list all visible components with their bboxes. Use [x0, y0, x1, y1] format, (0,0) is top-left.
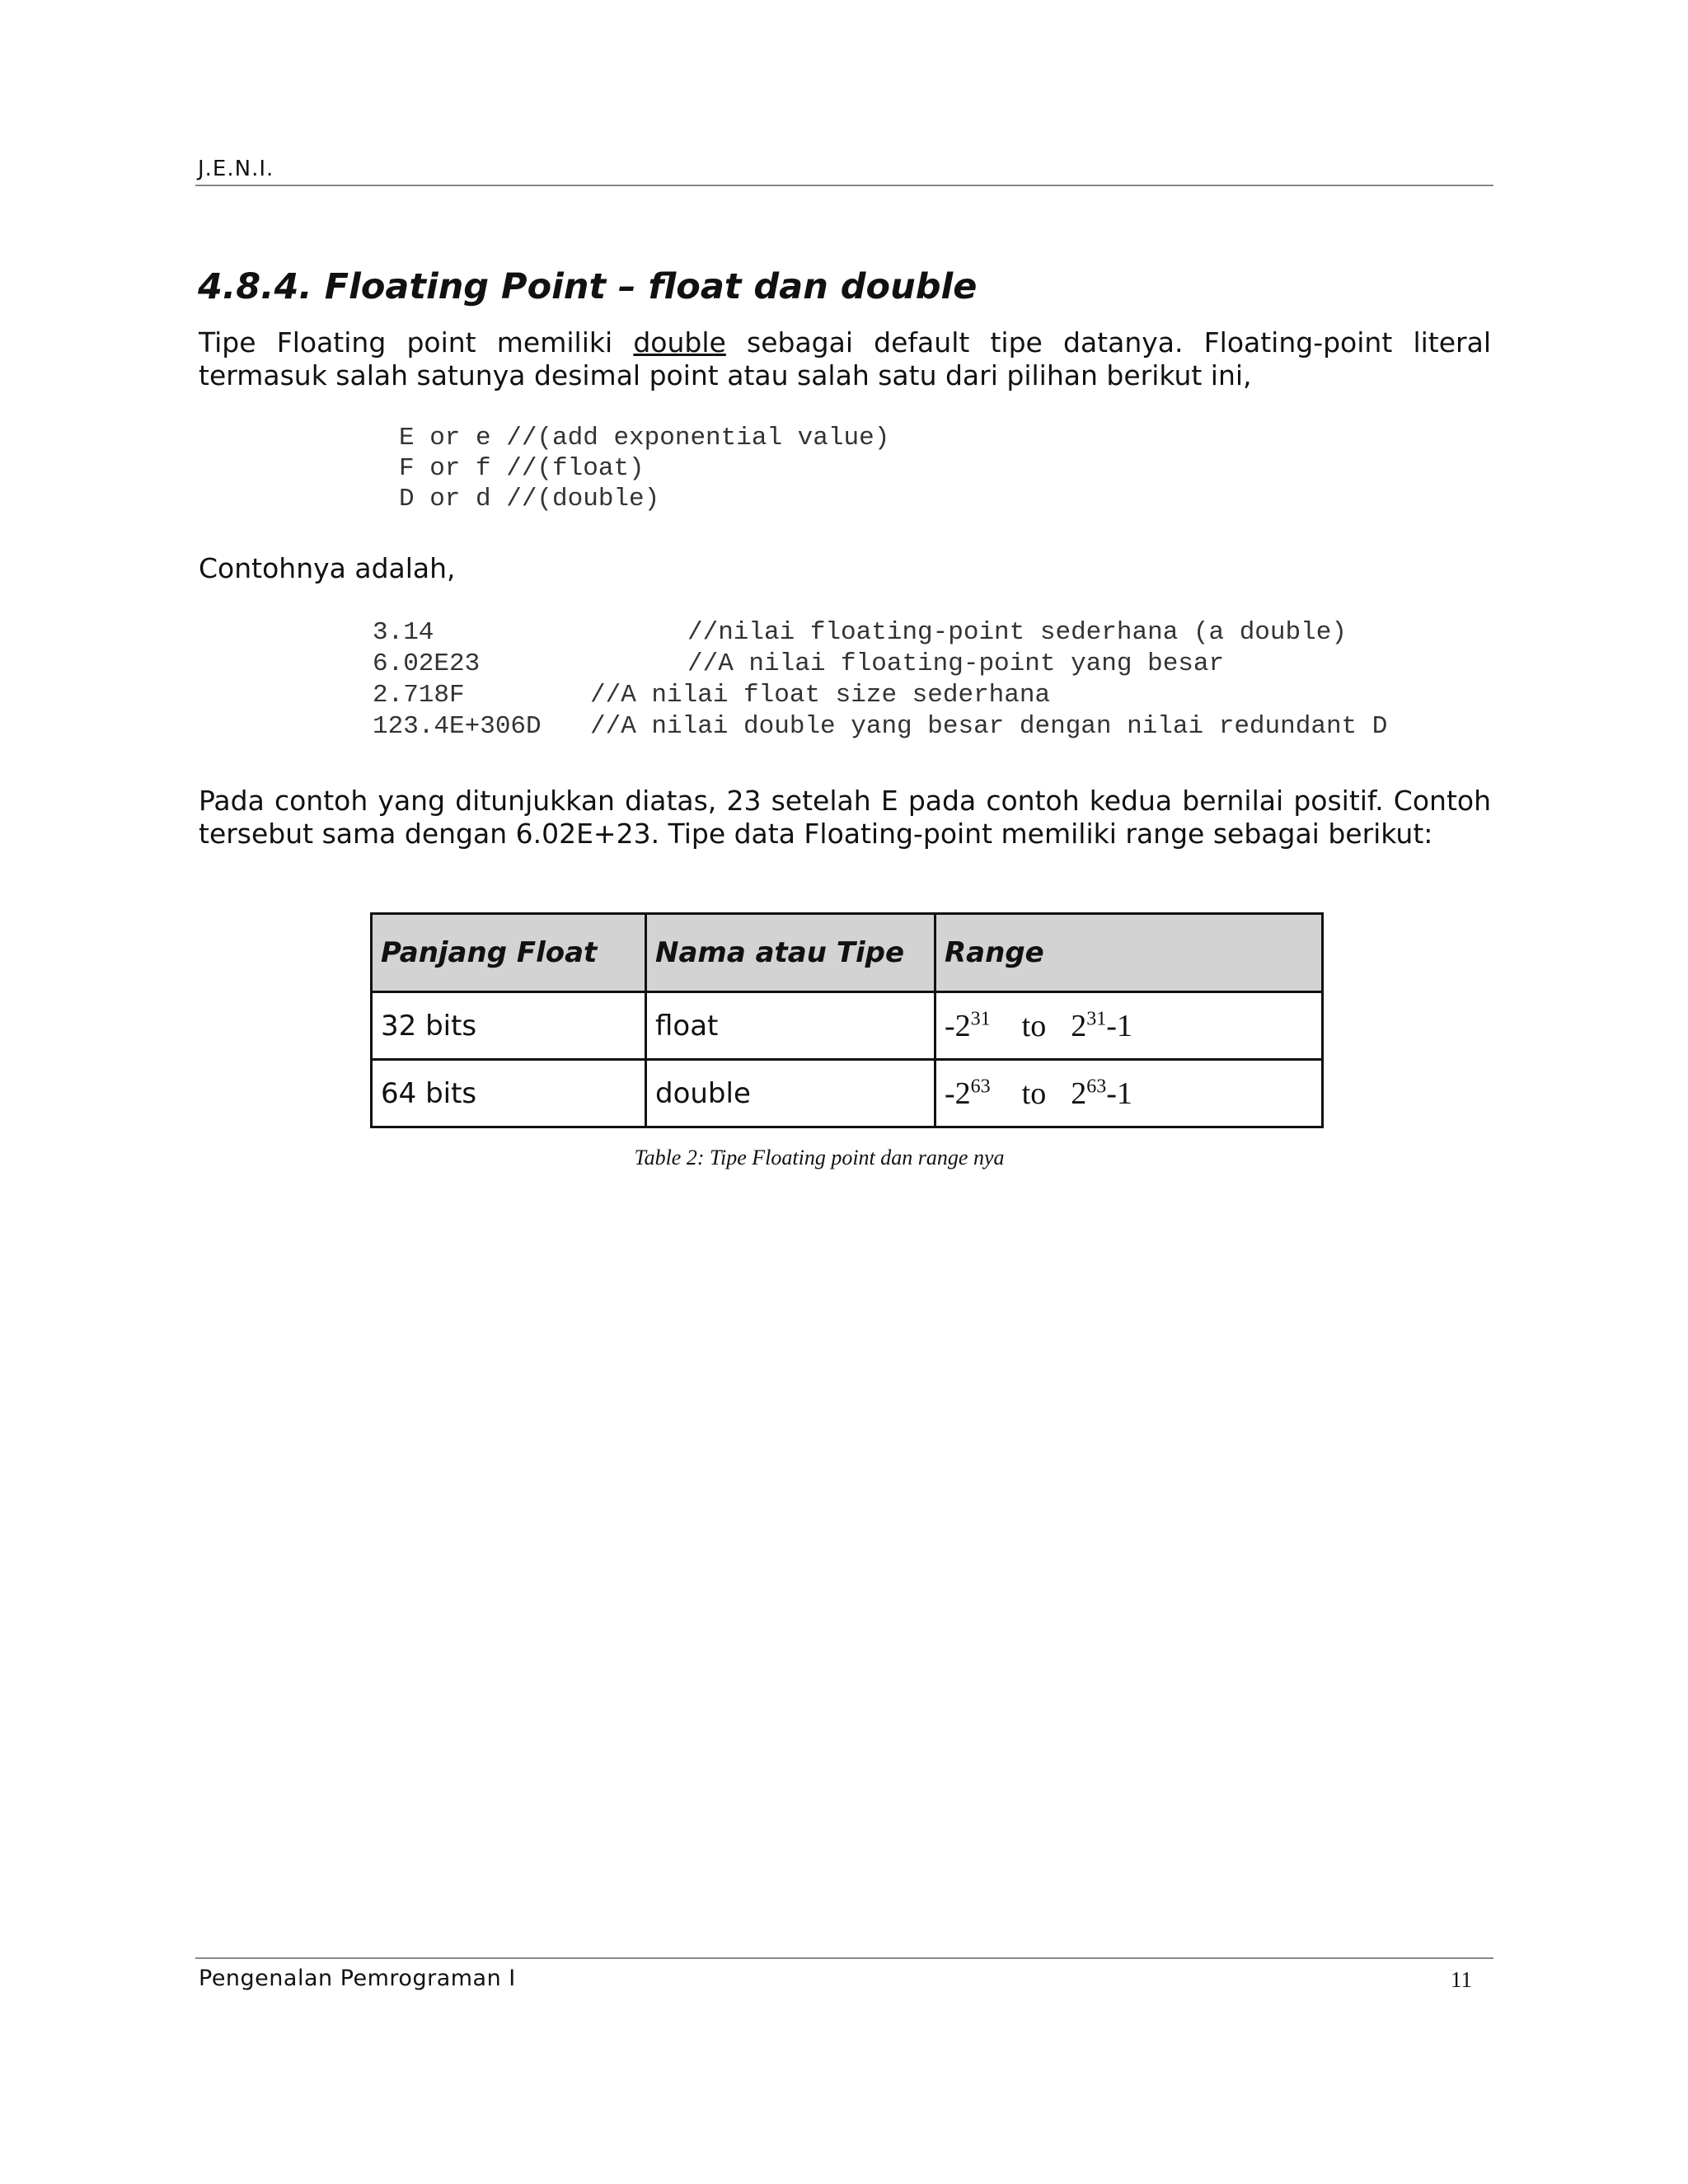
section-heading: 4.8.4. Floating Point – float dan double [198, 266, 978, 307]
example-comment: //A nilai double yang besar dengan nilai redundant D [590, 712, 1388, 741]
range-low-exponent: 63 [970, 1075, 991, 1097]
float-range-table [370, 912, 1324, 1128]
intro-underlined-term: double [633, 326, 726, 359]
cell-range [935, 1060, 1323, 1127]
cell-length: 32 bits [372, 992, 646, 1060]
cell-length: 64 bits [372, 1060, 646, 1127]
header-divider [195, 185, 1493, 186]
example-value: 2.718F [373, 681, 465, 710]
header-type: Nama atau Tipe [646, 914, 935, 992]
option-line: E or e //(add exponential value) [399, 424, 890, 452]
table-caption [0, 1146, 1688, 1170]
range-low-exponent: 31 [970, 1007, 991, 1029]
range-to: to [1021, 1008, 1047, 1043]
table-caption-text: Table 2: Tipe Floating point dan range nya [634, 1146, 1005, 1169]
intro-text-start: Tipe Floating point memiliki [199, 326, 634, 359]
cell-range [935, 992, 1323, 1060]
range-high-exponent: 63 [1086, 1075, 1107, 1097]
cell-type: double [646, 1060, 935, 1127]
range-high-suffix: -1 [1106, 1076, 1132, 1111]
header-range: Range [935, 914, 1323, 992]
range-high-suffix: -1 [1106, 1008, 1132, 1043]
running-header: J.E.N.I. [198, 157, 274, 181]
explanation-paragraph: Pada contoh yang ditunjukkan diatas, 23 setelah E pada contoh kedua bernilai positif. Contoh tersebut sama dengan 6.02E+23. Tipe data Floating-point memiliki range sebagai berikut: [199, 785, 1491, 850]
table-row [372, 1060, 1323, 1127]
table-header-row [372, 914, 1323, 992]
range-to: to [1021, 1076, 1047, 1111]
range-high-exponent: 31 [1086, 1007, 1107, 1029]
footer-title: Pengenalan Pemrograman I [199, 1966, 516, 1991]
example-comment: //nilai floating-point sederhana (a double) [687, 618, 1347, 647]
example-comment: //A nilai float size sederhana [590, 681, 1051, 710]
example-value: 3.14 [373, 618, 434, 647]
range-low-base: -2 [945, 1008, 971, 1043]
range-high-base: 2 [1071, 1008, 1087, 1043]
range-low-base: -2 [945, 1076, 971, 1111]
intro-paragraph [199, 326, 1491, 392]
table-row [372, 992, 1323, 1060]
example-comment: //A nilai floating-point yang besar [687, 649, 1225, 678]
examples-label: Contohnya adalah, [199, 552, 456, 584]
option-line: F or f //(float) [399, 454, 645, 483]
example-value: 123.4E+306D [373, 712, 542, 741]
intro-text-end: sebagai default tipe datanya. Floating-point literal termasuk salah satunya desimal point atau salah satu dari pilihan berikut ini, [199, 326, 1491, 391]
page-number: 11 [1451, 1967, 1472, 1992]
range-high-base: 2 [1071, 1076, 1087, 1111]
header-length: Panjang Float [372, 914, 646, 992]
footer-divider [195, 1957, 1493, 1959]
example-value: 6.02E23 [373, 649, 481, 678]
option-line: D or d //(double) [399, 485, 660, 513]
cell-type: float [646, 992, 935, 1060]
